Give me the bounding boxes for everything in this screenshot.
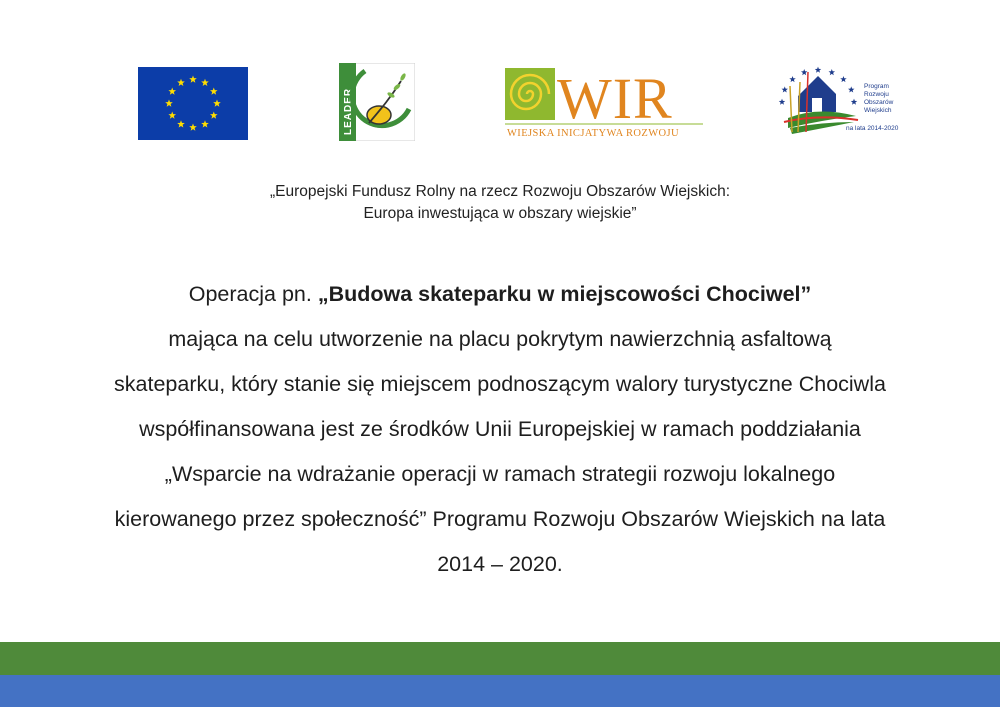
fund-caption [0,181,1000,225]
wir-logo-subtitle: WIEJSKA INICJATYWA ROZWOJU [507,128,679,139]
operation-line-2: skateparku, który stanie się miejscem podnoszącym walory turystyczne Chociwla [114,372,886,396]
wir-logo-text: WIR [557,68,673,131]
footer-stripe-green [0,642,1000,675]
eu-flag-logo [138,67,248,140]
operation-line-3: współfinansowana jest ze środków Unii Europejskiej w ramach poddziałania [139,417,861,441]
svg-text:Rozwoju: Rozwoju [864,91,889,98]
footer-stripe-blue [0,675,1000,707]
svg-text:Program: Program [864,83,889,90]
operation-line-5: kierowanego przez społeczność” Programu Rozwoju Obszarów Wiejskich na lata [114,507,886,531]
svg-text:Wiejskich: Wiejskich [864,107,892,114]
wir-logo [505,68,705,140]
leader-logo-text: LEADER [343,87,354,135]
logo-bar [0,0,1000,150]
fund-line-1: „Europejski Fundusz Rolny na rzecz Rozwoju Obszarów Wiejskich: [270,183,730,200]
operation-description [20,272,980,587]
prow-logo-text [864,83,894,114]
operation-prefix: Operacja pn. [188,282,318,306]
svg-text:Obszarów: Obszarów [864,99,894,106]
operation-line-6: 2014 – 2020. [437,552,563,576]
operation-line-1: mająca na celu utworzenie na placu pokrytym nawierzchnią asfaltową [168,327,832,351]
prow-logo [778,62,908,142]
leader-logo [339,63,415,141]
fund-line-2: Europa inwestująca w obszary wiejskie” [363,205,637,222]
operation-heading [20,272,980,317]
prow-logo-years: na lata 2014-2020 [846,125,899,132]
operation-line-4: „Wsparcie na wdrażanie operacji w ramach strategii rozwoju lokalnego [164,462,836,486]
operation-title: „Budowa skateparku w miejscowości Chociwel” [317,282,812,306]
